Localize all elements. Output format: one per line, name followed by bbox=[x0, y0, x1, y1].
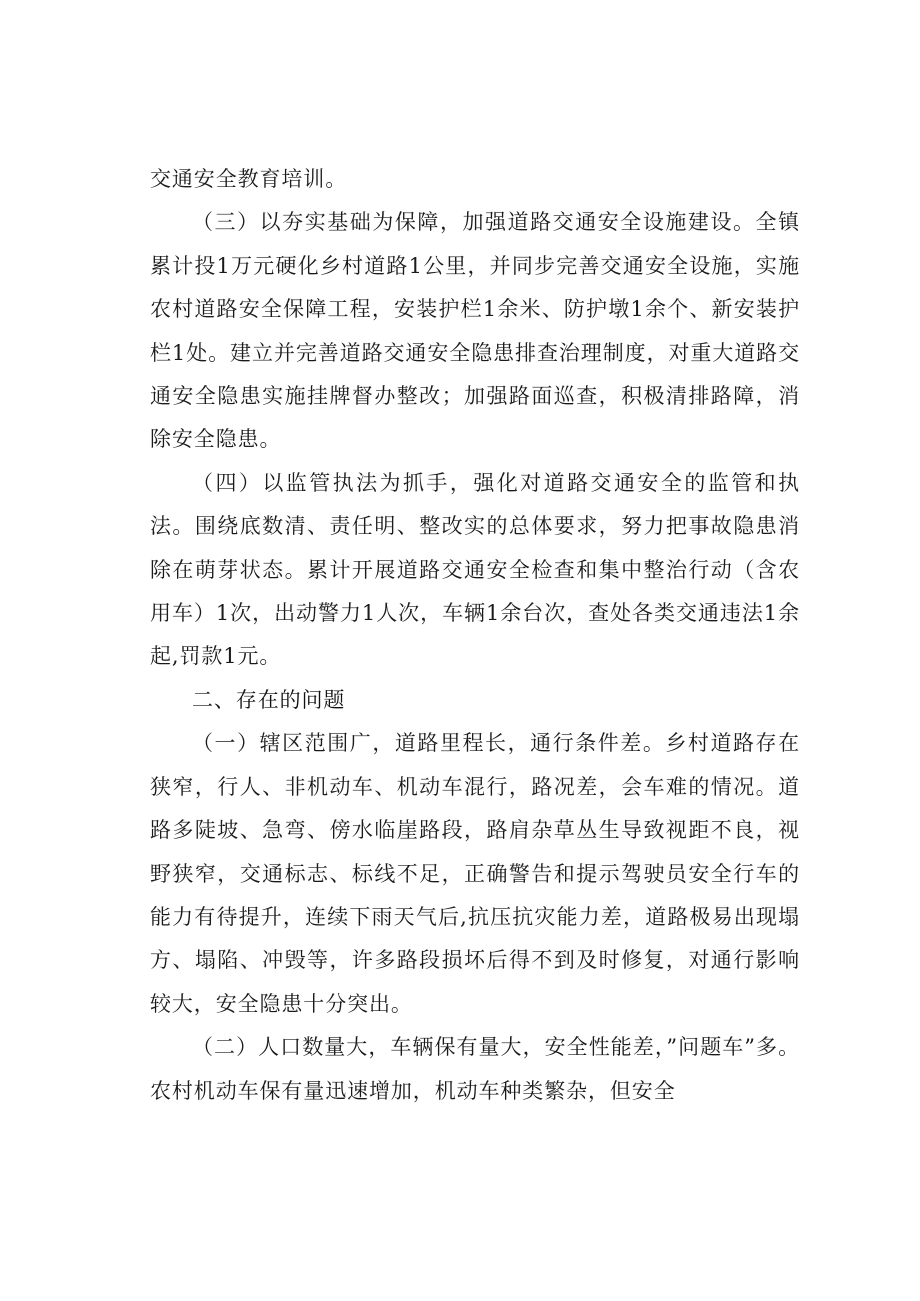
paragraph-road-conditions: （一）辖区范围广，道路里程长，通行条件差。乡村道路存在狭窄，行人、非机动车、机动车混行，路况差，会车难的情况。道路多陡坡、急弯、傍水临崖路段，路肩杂草丛生导致视距不良，视野狭窄，交通标志、标线不足，正确警告和提示驾驶员安全行车的能力有待提升，连续下雨天气后,抗压抗灾能力差，道路极易出现塌方、塌陷、冲毁等，许多路段损坏后得不到及时修复，对通行影响较大，安全隐患十分突出。 bbox=[150, 731, 800, 1016]
document-body bbox=[150, 158, 800, 1113]
paragraph-vehicles: （二）人口数量大，车辆保有量大，安全性能差，”问题车”多。农村机动车保有量迅速增加，机动车种类繁杂，但安全 bbox=[150, 1035, 800, 1103]
paragraph-infrastructure: （三）以夯实基础为保障，加强道路交通安全设施建设。全镇累计投1万元硬化乡村道路1公里，并同步完善交通安全设施，实施农村道路安全保障工程，安装护栏1余米、防护墩1余个、新安装护栏1处。建立并完善道路交通安全隐患排查治理制度，对重大道路交通安全隐患实施挂牌督办整改；加强路面巡查，积极清排路障，消除安全隐患。 bbox=[150, 210, 800, 452]
paragraph-continuation: 交通安全教育培训。 bbox=[150, 167, 348, 191]
section-heading: 二、存在的问题 bbox=[192, 687, 346, 712]
paragraph-enforcement: （四）以监管执法为抓手，强化对道路交通安全的监管和执法。围绕底数清、责任明、整改实的总体要求，努力把事故隐患消除在萌芽状态。累计开展道路交通安全检查和集中整治行动（含农用车）1次，出动警力1人次，车辆1余台次，查处各类交通违法1余起,罚款1元。 bbox=[150, 470, 800, 669]
